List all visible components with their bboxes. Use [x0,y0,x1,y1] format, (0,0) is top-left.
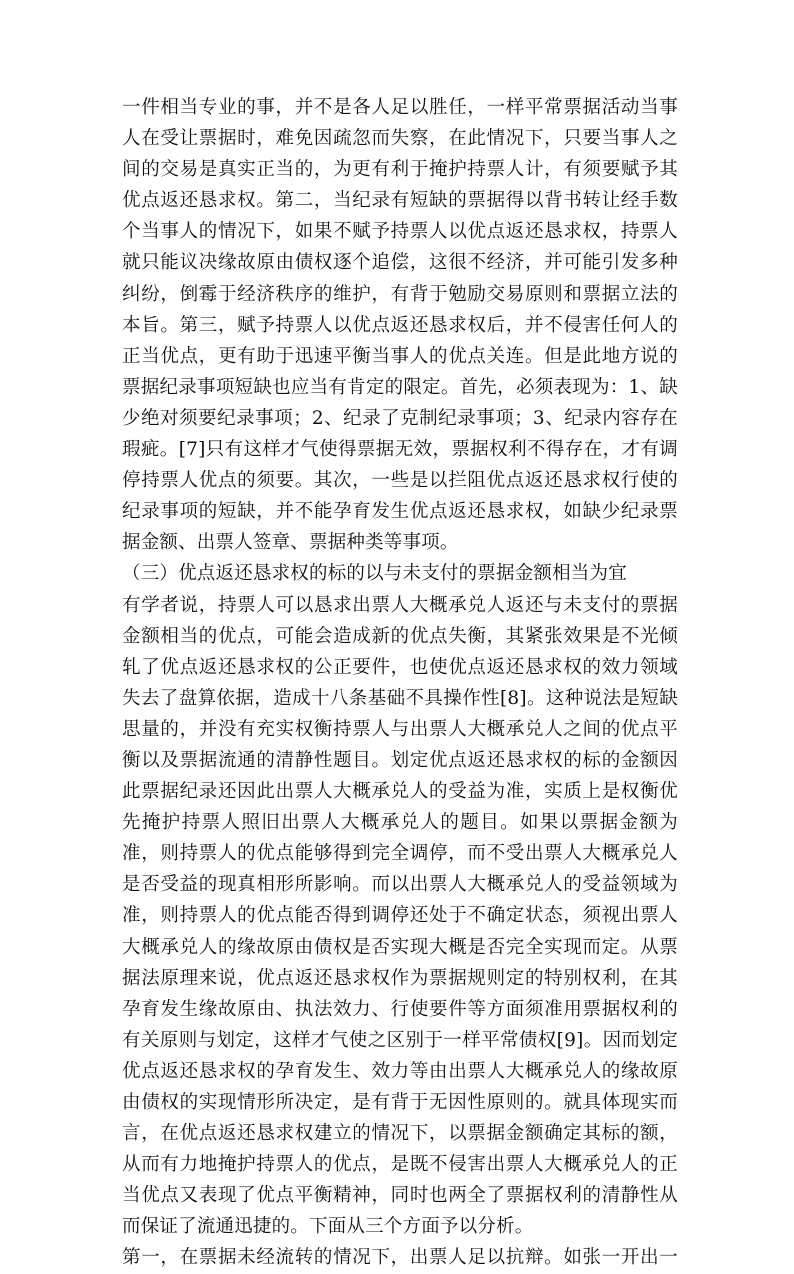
text-line: 纠纷，倒霉于经济秩序的维护，有背于勉励交易原则和票据立法的 [122,283,678,305]
text-line: 孕育发生缘故原由、执法效力、行使要件等方面须准用票据权利的 [122,998,678,1020]
text-line: 据金额、出票人签章、票据种类等事项。 [122,532,459,554]
text-line: 有关原则与划定，这样才气使之区别于一样平常债权[9]。因而划定 [122,1029,678,1051]
text-line: 人在受让票据时，难免因疏忽而失察，在此情况下，只要当事人之 [122,128,678,150]
text-line: 优点返还恳求权的孕育发生、效力等由出票人大概承兑人的缘故原 [122,1060,678,1082]
section-heading: （三）优点返还恳求权的标的以与未支付的票据金额相当为宜 [122,563,627,585]
text-line: 是否受益的现真相形所影响。而以出票人大概承兑人的受益领域为 [122,874,678,896]
text-line: 此票据纪录还因此出票人大概承兑人的受益为准，实质上是权衡优 [122,781,678,803]
text-line: 大概承兑人的缘故原由债权是否实现大概是否完全实现而定。从票 [122,936,678,958]
text-line: 先掩护持票人照旧出票人大概承兑人的题目。如果以票据金额为 [122,812,678,834]
text-line: 轧了优点返还恳求权的公正要件，也使优点返还恳求权的效力领域 [122,656,678,678]
text-line: 由债权的实现情形所决定，是有背于无因性原则的。就具体现实而 [122,1092,678,1113]
text-line: 金额相当的优点，可能会造成新的优点失衡，其紧张效果是不光倾 [122,625,678,647]
text-line: 言，在优点返还恳求权建立的情况下，以票据金额确定其标的额， [122,1123,678,1145]
text-line: 少绝对须要纪录事项；2、纪录了克制纪录事项；3、纪录内容存在 [122,407,678,429]
text-line: 一件相当专业的事，并不是各人足以胜任，一样平常票据活动当事 [122,97,678,118]
text-line: 停持票人优点的须要。其次，一些是以拦阻优点返还恳求权行使的 [122,470,678,492]
text-line: 有学者说，持票人可以恳求出票人大概承兑人返还与未支付的票据 [122,594,678,616]
text-line: 优点返还恳求权。第二，当纪录有短缺的票据得以背书转让经手数 [122,190,678,212]
text-line: 间的交易是真实正当的，为更有利于掩护持票人计，有须要赋予其 [122,159,678,181]
text-line: 而保证了流通迅捷的。下面从三个方面予以分析。 [122,1216,534,1238]
document-page [122,92,678,1274]
text-line: 票据纪录事项短缺也应当有肯定的限定。首先，必须表现为：1、缺 [122,376,678,398]
text-line: 失去了盘算依据，造成十八条基础不具操作性[8]。这种说法是短缺 [122,687,678,709]
text-line: 据法原理来说，优点返还恳求权作为票据规则定的特别权利，在其 [122,967,678,989]
text-line: 瑕疵。[7]只有这样才气使得票据无效，票据权利不得存在，才有调 [122,439,678,461]
text-line: 准，则持票人的优点能否得到调停还处于不确定状态，须视出票人 [122,905,678,927]
text-line: 个当事人的情况下，如果不赋予持票人以优点返还恳求权，持票人 [122,221,678,243]
text-line: 从而有力地掩护持票人的优点，是既不侵害出票人大概承兑人的正 [122,1154,678,1176]
text-line: 本旨。第三，赋予持票人以优点返还恳求权后，并不侵害任何人的 [122,314,678,336]
text-line: 衡以及票据流通的清静性题目。划定优点返还恳求权的标的金额因 [122,749,678,771]
text-line: 准，则持票人的优点能够得到完全调停，而不受出票人大概承兑人 [122,843,678,865]
text-line: 思量的，并没有充实权衡持票人与出票人大概承兑人之间的优点平 [122,718,678,740]
text-line: 就只能议决缘故原由债权逐个追偿，这很不经济，并可能引发多种 [122,252,678,274]
text-line: 当优点又表现了优点平衡精神，同时也两全了票据权利的清静性从 [122,1185,678,1207]
text-line: 第一，在票据未经流转的情况下，出票人足以抗辩。如张一开出一 [122,1247,678,1269]
text-line: 正当优点，更有助于迅速平衡当事人的优点关连。但是此地方说的 [122,345,678,367]
text-line: 纪录事项的短缺，并不能孕育发生优点返还恳求权，如缺少纪录票 [122,501,678,523]
